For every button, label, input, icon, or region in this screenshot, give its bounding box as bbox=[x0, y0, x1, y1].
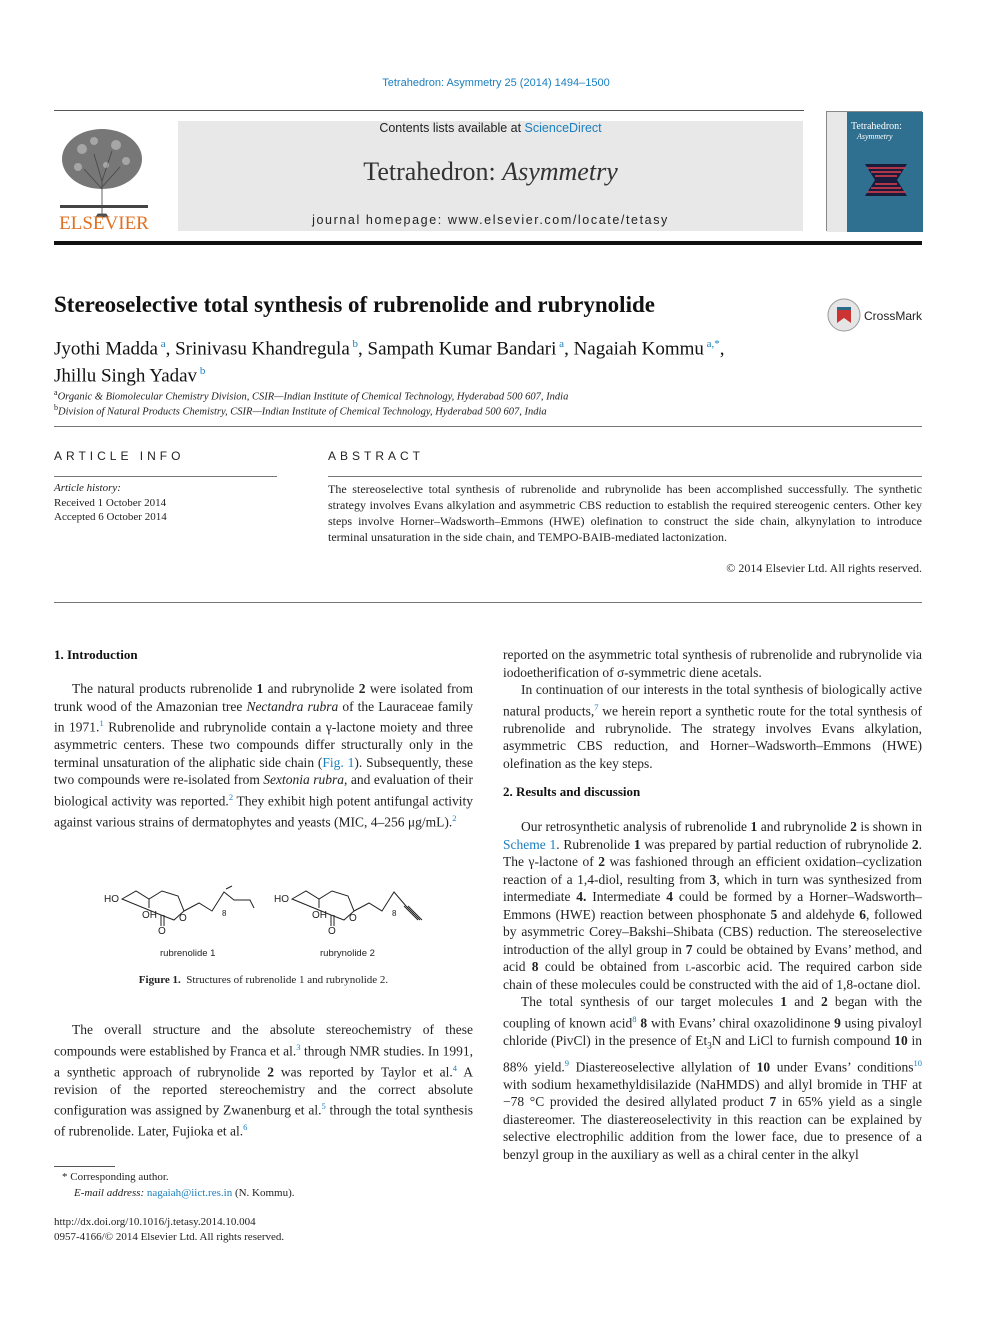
received-date: Received 1 October 2014 bbox=[54, 496, 167, 509]
atom-oh: OH bbox=[312, 910, 327, 921]
accepted-date: Accepted 6 October 2014 bbox=[54, 511, 167, 523]
journal-name: Tetrahedron: bbox=[363, 157, 503, 186]
corresponding-author-note: * Corresponding author. bbox=[62, 1171, 169, 1183]
cover-subtitle: Asymmetry bbox=[857, 132, 893, 141]
abstract-copyright: © 2014 Elsevier Ltd. All rights reserved. bbox=[726, 561, 922, 575]
publisher-name: ELSEVIER bbox=[59, 213, 149, 233]
intro-paragraph-3: reported on the asymmetric total synthesis of rubrenolide and rubrynolide via iodoetherification of σ-symmetric diene acetals. In continuation of our interests in the total synthesis of biologically active natural products,$^7$ we herein report a synthetic route for the total synthesis of rubrenolide and rubrynolide. The strategy involves Evans alkylation, asymmetric CBS reduction, and Horner–Wadsworth–Emmons (HWE) olefination as the key steps. bbox=[503, 647, 922, 771]
footnote-rule bbox=[54, 1166, 115, 1167]
atom-ho: HO bbox=[104, 894, 119, 905]
author-name[interactable]: Nagaiah Kommu bbox=[573, 338, 704, 360]
author-name[interactable]: Jhillu Singh Yadav bbox=[54, 365, 198, 387]
abstract-rule bbox=[328, 476, 922, 477]
article-history bbox=[54, 481, 277, 525]
journal-title bbox=[178, 157, 803, 187]
figure-label-rubrenolide: rubrenolide 1 bbox=[160, 948, 216, 959]
affiliation-text: Organic & Biomolecular Chemistry Division, CSIR—Indian Institute of Chemical Technology, Hyderabad 500 607, India bbox=[57, 391, 569, 403]
affiliation-sup: a bbox=[54, 388, 58, 397]
atom-ho: HO bbox=[274, 894, 289, 905]
cover-title: Tetrahedron: bbox=[851, 121, 902, 132]
affiliation-b bbox=[54, 403, 547, 418]
header-top-rule bbox=[54, 110, 804, 111]
affiliation-rule bbox=[54, 426, 922, 427]
issn-line: 0957-4166/© 2014 Elsevier Ltd. All rights reserved. bbox=[54, 1231, 285, 1243]
intro-paragraph-2: The overall structure and the absolute stereochemistry of these compounds were established by Franca et al.$^3$ through NMR studies. In 1991, a synthetic approach of rubrynolide 2 was reported by Taylor et al.$^4$ A revision of the reported stereochemistry and the correct absolute configuration was assigned by Zwanenburg et al.$^5$ through the total synthesis of rubrenolide. Later, Fujioka et al.$^6$ bbox=[54, 1022, 473, 1139]
atom-o: O bbox=[179, 913, 187, 924]
contents-line bbox=[178, 121, 803, 135]
article-info-rule bbox=[54, 476, 277, 477]
results-paragraphs: Our retrosynthetic analysis of rubrenolide 1 and rubrynolide 2 is shown in Scheme 1. Rubrenolide 1 was prepared by partial reduction of rubrynolide 2. The γ-lactone of 2 was fashioned through an efficient oxidation–cyclization reaction of a 1,4-diol, resulting from 3, which in turn was synthesized from intermediate 4. Intermediate 4 could be formed by a Horner–Wadsworth–Emmons (HWE) reaction between phosphonate 5 and aldehyde 6, followed by asymmetric Corey–Bakshi–Shibata (CBS) reduction. The stereoselective introduction of the allyl group in 7 could be obtained by Evans’ method, and acid 8 could be obtained from l-ascorbic acid. The required carbon side chain of these molecules could be constructed with the aid of 1,8-octane diol. The total synthesis of our target molecules 1 and 2 began with the coupling of known acid$^8$ 8 with Evans’ chiral oxazolidinone 9 using pivaloyl chloride (PivCl) in the presence of $Et_3N$ and LiCl to furnish compound 10 in 88% yield.$^9$ Diastereoselective allylation of 10 under Evans’ conditions$^{10}$ with sodium hexamethyldisilazide (NaHMDS) and allyl bromide in THF at −78 °C provided the desired allylated product 7 in 65% yield as a single diastereomer. The diastereoselectivity in this reaction can be explained by selective electrophilic addition from the lower face, due to presence of a benzyl group in the auxiliary as well as a chiral center in the alkyl bbox=[503, 819, 923, 1162]
article-info-heading: ARTICLE INFO bbox=[54, 449, 185, 463]
author-name[interactable]: Jyothi Madda bbox=[54, 338, 158, 360]
affiliation-a bbox=[54, 388, 568, 403]
atom-o: O bbox=[328, 926, 336, 937]
email-line bbox=[74, 1187, 295, 1199]
figure-caption-label: Figure 1. bbox=[138, 974, 181, 986]
email-label: E-mail address: bbox=[74, 1187, 147, 1199]
author-name[interactable]: Srinivasu Khandregula bbox=[175, 338, 350, 360]
author-sup[interactable]: b bbox=[352, 338, 359, 350]
figure-1-structures bbox=[54, 878, 473, 960]
section-heading-introduction: 1. Introduction bbox=[54, 647, 138, 662]
author-name[interactable]: Sampath Kumar Bandari bbox=[367, 338, 557, 360]
figure-caption-text: Structures of rubrenolide 1 and rubrynolide 2. bbox=[186, 974, 389, 986]
author-list: Jyothi Madda $^a$, Srinivasu Khandregula $^b$, Sampath Kumar Bandari $^a$, Nagaiah Kommu $^{a,*}$, Jhillu Singh Yadav $^b$ bbox=[54, 338, 725, 387]
affiliation-sup: b bbox=[54, 403, 58, 412]
email-link[interactable]: nagaiah@iict.res.in bbox=[146, 1187, 233, 1199]
journal-homepage[interactable]: journal homepage: www.elsevier.com/locate/tetasy bbox=[312, 213, 669, 227]
journal-reference[interactable]: Tetrahedron: Asymmetry 25 (2014) 1494–1500 bbox=[382, 77, 610, 89]
author-sup[interactable]: a bbox=[559, 338, 565, 350]
article-title: Stereoselective total synthesis of rubrenolide and rubrynolide bbox=[54, 292, 655, 317]
journal-cover-image[interactable] bbox=[826, 111, 922, 231]
figure-1-caption bbox=[54, 974, 473, 986]
author-sup[interactable]: a,* bbox=[706, 338, 720, 350]
sciencedirect-link[interactable]: ScienceDirect bbox=[524, 121, 602, 135]
author-sup[interactable]: b bbox=[199, 365, 206, 378]
abstract-text: The stereoselective total synthesis of rubrenolide and rubrynolide has been accomplished successfully. The synthetic strategy involves Evans alkylation and asymmetric CBS reduction to establish the required stereogenic centers. Other key steps involve Horner–Wadsworth–Emmons (HWE) olefination to construct the side chain, alkynylation to introduce terminal unsaturation in the side chain, and TEMPO-BAIB-mediated lactonization. bbox=[328, 482, 922, 544]
crossmark-label: CrossMark bbox=[864, 309, 923, 323]
crossmark-badge[interactable] bbox=[826, 297, 926, 333]
figure-label-rubrynolide: rubrynolide 2 bbox=[320, 948, 375, 959]
author-sup[interactable]: a bbox=[160, 338, 166, 350]
atom-o: O bbox=[349, 913, 357, 924]
abstract-heading: ABSTRACT bbox=[328, 449, 425, 463]
email-suffix: (N. Kommu). bbox=[232, 1187, 295, 1199]
atom-n: 8 bbox=[222, 909, 227, 918]
affiliation-text: Division of Natural Products Chemistry, CSIR—Indian Institute of Chemical Technology, Hyderabad 500 607, India bbox=[58, 406, 547, 418]
elsevier-logo[interactable] bbox=[54, 119, 154, 233]
header-bottom-rule bbox=[54, 241, 922, 245]
history-label: Article history: bbox=[54, 482, 121, 494]
abstract-bottom-rule bbox=[54, 602, 922, 603]
journal-name-italic: Asymmetry bbox=[502, 157, 618, 186]
intro-paragraph-1: The natural products rubrenolide 1 and rubrynolide 2 were isolated from trunk wood of the Amazonian tree Nectandra rubra of the Lauraceae family in 1971.$^1$ Rubrenolide and rubrynolide contain a γ-lactone moiety and three asymmetric centers. These two compounds differ structurally only in the terminal unsaturation of the aliphatic side chain (Fig. 1). Subsequently, these two compounds were re-isolated from Sextonia rubra, and evaluation of their biological activity was reported.$^2$ They exhibit high potent antifungal activity against various strains of dermatophytes and yeasts (MIC, 4–256 μg/mL).$^2$ bbox=[54, 681, 474, 829]
section-heading-results: 2. Results and discussion bbox=[503, 784, 641, 799]
doi-link[interactable]: http://dx.doi.org/10.1016/j.tetasy.2014.10.004 bbox=[54, 1216, 256, 1228]
atom-o: O bbox=[158, 926, 166, 937]
atom-n: 8 bbox=[392, 909, 397, 918]
atom-oh: OH bbox=[142, 910, 157, 921]
contents-prefix: Contents lists available at bbox=[379, 121, 525, 135]
